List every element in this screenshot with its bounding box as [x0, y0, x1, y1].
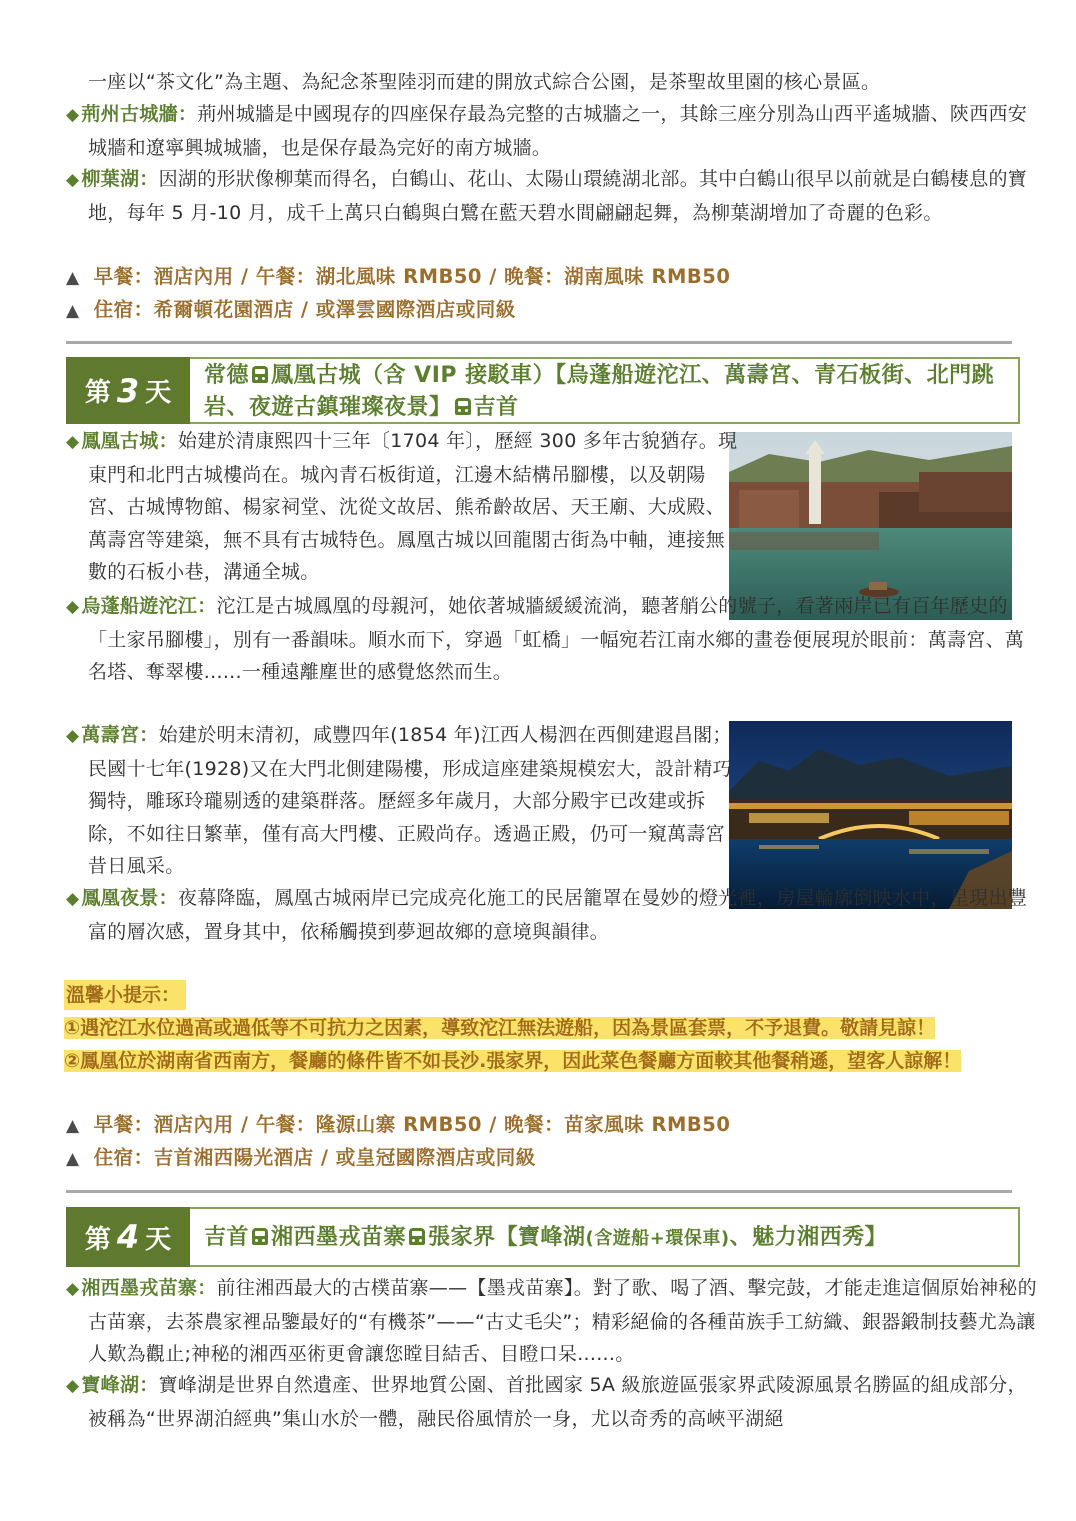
triangle-bullet-icon: ▲: [66, 1116, 80, 1136]
triangle-bullet-icon: ▲: [66, 1149, 80, 1169]
day4-header: [66, 1207, 1020, 1267]
day3-title: 常德 鳳凰古城（含 VIP 接駁車）【烏蓬船遊沱江、萬壽宮、青石板街、北門跳岩、夜遊古鎮璀璨夜景】 吉首: [204, 363, 995, 420]
sight-name: 萬壽宮: [81, 724, 140, 746]
fenghuang-night-photo: [729, 721, 1012, 909]
sight-name: 荊州古城牆: [81, 103, 178, 125]
sight-text: 因湖的形狀像柳葉而得名，白鶴山、花山、太陽山環繞湖北部。其中白鶴山很早以前就是白鶴棲息的寶地，每年 5 月-10 月，成千上萬只白鶴與白鷺在藍天碧水間翩翩起舞，為柳葉湖增加了奇麗的色彩。: [88, 168, 1028, 224]
day2-hotel: ▲ 住宿：希爾頓花園酒店 / 或澤雲國際酒店或同級: [66, 298, 516, 321]
bus-icon: [455, 398, 471, 415]
sight-tuo-river-boat: ◆ 烏蓬船遊沱江：沱江是古城鳳凰的母親河，她依著城牆緩緩流淌，聽著艄公的號子，看著兩岸已有百年歷史的「土家吊腳樓」，別有一番韻味。順水而下，穿過「虹橋」一幅宛若江南水鄉的畫卷便展現於眼前：萬壽宮、萬名塔、奪翠樓......一種遠離塵世的感覺悠然而生。: [66, 595, 1025, 683]
sight-text: 夜幕降臨，鳳凰古城兩岸已完成亮化施工的民居籠罩在曼妙的燈光裡，房屋輪廓倒映水中，呈現出豐富的層次感，置身其中，依稀觸摸到夢迴故鄉的意境與韻律。: [88, 887, 1028, 943]
sight-name: 鳳凰古城: [81, 430, 159, 452]
sight-text: 始建於清康熙四十三年〔1704 年〕，歷經 300 多年古貌猶存。現東門和北門古城樓尚在。城內青石板街道，江邊木結構吊腳樓，以及朝陽宮、古城博物館、楊家祠堂、沈從文故居、熊希齡故居、天王廟、大成殿、萬壽宮等建築，無不具有古城特色。鳳凰古城以回龍閣古街為中軸，連接無數的石板小巷，溝通全城。: [88, 430, 738, 583]
sight-text: 寶峰湖是世界自然遺產、世界地質公園、首批國家 5A 級旅遊區張家界武陵源風景名勝區的組成部分，被稱為“世界湖泊經典”集山水於一體，融民俗風情於一身，尤以奇秀的高峽平湖絕: [88, 1374, 1027, 1430]
sight-fenghuang-town: ◆ 鳳凰古城：始建於清康熙四十三年〔1704 年〕，歷經 300 多年古貌猶存。現東門和北門古城樓尚在。城內青石板街道，江邊木結構吊腳樓，以及朝陽宮、古城博物館、楊家祠堂、沈從文故居、熊希齡故居、天王廟、大成殿、萬壽宮等建築，無不具有古城特色。鳳凰古城以回龍閣古街為中軸，連接無數的石板小巷，溝通全城。: [66, 430, 738, 583]
sight-wanshou-palace: ◆ 萬壽宮：始建於明末清初，咸豐四年(1854 年)江西人楊泗在西側建遐昌閣；民國十七年(1928)又在大門北側建陽樓，形成這座建築規模宏大，設計精巧獨特，雕琢玲瓏剔透的建築群落。歷經多年歲月，大部分殿宇已改建或拆除，不如往日繁華，僅有高大門樓、正殿尚存。透過正殿，仍可一窺萬壽宮昔日風采。: [66, 724, 732, 877]
sight-text: 前往湘西最大的古樸苗寨——【墨戎苗寨】。對了歌、喝了酒、擊完鼓，才能走進這個原始神秘的古苗寨，去茶農家裡品鑒最好的“有機茶”——“古丈毛尖”；精彩絕倫的各種苗族手工紡織、銀器鍛制技藝尤為讓人歎為觀止;神秘的湘西巫術更會讓您瞠目結舌、目瞪口呆......。: [88, 1277, 1037, 1365]
sight-name: 鳳凰夜景: [81, 887, 159, 909]
sight-fenghuang-night: ◆ 鳳凰夜景：夜幕降臨，鳳凰古城兩岸已完成亮化施工的民居籠罩在曼妙的燈光裡，房屋輪廓倒映水中，呈現出豐富的層次感，置身其中，依稀觸摸到夢迴故鄉的意境與韻律。: [66, 887, 1028, 943]
triangle-bullet-icon: ▲: [66, 268, 80, 288]
diamond-bullet-icon: ◆: [66, 726, 80, 746]
day4-badge: 第 4 天: [66, 1207, 190, 1267]
section-divider: [66, 341, 1012, 344]
tip-item: ②鳳凰位於湖南省西南方，餐廳的條件皆不如長沙.張家界，因此菜色餐廳方面較其他餐稍遜，望客人諒解！: [64, 1049, 962, 1072]
bus-icon: [252, 366, 268, 383]
tips-list: [64, 1012, 1014, 1077]
day3-header: [66, 357, 1020, 424]
sight-miao-village: ◆ 湘西墨戎苗寨：前往湘西最大的古樸苗寨——【墨戎苗寨】。對了歌、喝了酒、擊完鼓，才能走進這個原始神秘的古苗寨，去茶農家裡品鑒最好的“有機茶”——“古丈毛尖”；精彩絕倫的各種苗族手工紡織、銀器鍛制技藝尤為讓人歎為觀止;神秘的湘西巫術更會讓您瞠目結舌、目瞪口呆......。: [66, 1277, 1037, 1365]
sight-liuye-lake: ◆ 柳葉湖：因湖的形狀像柳葉而得名，白鶴山、花山、太陽山環繞湖北部。其中白鶴山很早以前就是白鶴棲息的寶地，每年 5 月-10 月，成千上萬只白鶴與白鷺在藍天碧水間翩翩起舞，為柳葉湖增加了奇麗的色彩。: [66, 168, 1028, 224]
bus-icon: [409, 1228, 425, 1245]
diamond-bullet-icon: ◆: [66, 432, 80, 452]
triangle-bullet-icon: ▲: [66, 301, 80, 321]
sight-text: 沱江是古城鳳凰的母親河，她依著城牆緩緩流淌，聽著艄公的號子，看著兩岸已有百年歷史的「土家吊腳樓」，別有一番韻味。順水而下，穿過「虹橋」一幅宛若江南水鄉的畫卷便展現於眼前：萬壽宮、萬名塔、奪翠樓......一種遠離塵世的感覺悠然而生。: [88, 595, 1025, 683]
sight-jingzhou: ◆ 荊州古城牆：荊州城牆是中國現存的四座保存最為完整的古城牆之一，其餘三座分別為山西平遙城牆、陝西西安城牆和遼寧興城城牆，也是保存最為完好的南方城牆。: [66, 103, 1028, 159]
diamond-bullet-icon: ◆: [66, 889, 80, 909]
diamond-bullet-icon: ◆: [66, 105, 80, 125]
tips-label: 溫馨小提示：: [64, 980, 186, 1010]
section-divider: [66, 1190, 1012, 1193]
bus-icon: [252, 1228, 268, 1245]
day4-title: 吉首 湘西墨戎苗寨 張家界【寶峰湖(含遊船+環保車)、魅力湘西秀】: [204, 1225, 888, 1250]
diamond-bullet-icon: ◆: [66, 170, 80, 190]
intro-line: 一座以“茶文化”為主題、為紀念茶聖陸羽而建的開放式綜合公園，是茶聖故里園的核心景區。: [88, 71, 881, 93]
day3-meals: ▲ 早餐：酒店內用 / 午餐：隆源山寨 RMB50 / 晚餐：苗家風味 RMB50: [66, 1113, 731, 1136]
sight-name: 寶峰湖: [81, 1374, 140, 1396]
day3-hotel: ▲ 住宿：吉首湘西陽光酒店 / 或皇冠國際酒店或同級: [66, 1146, 536, 1169]
diamond-bullet-icon: ◆: [66, 1279, 80, 1299]
diamond-bullet-icon: ◆: [66, 597, 80, 617]
sight-text: 荊州城牆是中國現存的四座保存最為完整的古城牆之一，其餘三座分別為山西平遙城牆、陝西西安城牆和遼寧興城城牆，也是保存最為完好的南方城牆。: [88, 103, 1028, 159]
sight-name: 柳葉湖: [81, 168, 140, 190]
day2-meals: ▲ 早餐：酒店內用 / 午餐：湖北風味 RMB50 / 晚餐：湖南風味 RMB50: [66, 265, 731, 288]
sight-name: 烏蓬船遊沱江: [81, 595, 198, 617]
diamond-bullet-icon: ◆: [66, 1376, 80, 1396]
sight-name: 湘西墨戎苗寨: [81, 1277, 198, 1299]
sight-baofeng-lake: ◆ 寶峰湖：寶峰湖是世界自然遺產、世界地質公園、首批國家 5A 級旅遊區張家界武陵源風景名勝區的組成部分，被稱為“世界湖泊經典”集山水於一體，融民俗風情於一身，尤以奇秀的高峽平湖絕: [66, 1374, 1027, 1430]
day3-badge: 第 3 天: [66, 357, 190, 424]
sight-text: 始建於明末清初，咸豐四年(1854 年)江西人楊泗在西側建遐昌閣；民國十七年(1928)又在大門北側建陽樓，形成這座建築規模宏大，設計精巧獨特，雕琢玲瓏剔透的建築群落。歷經多年歲月，大部分殿宇已改建或拆除，不如往日繁華，僅有高大門樓、正殿尚存。透過正殿，仍可一窺萬壽宮昔日風采。: [88, 724, 732, 877]
tip-item: ①遇沱江水位過高或過低等不可抗力之因素，導致沱江無法遊船，因為景區套票，不予退費。敬請見諒！: [64, 1017, 936, 1039]
